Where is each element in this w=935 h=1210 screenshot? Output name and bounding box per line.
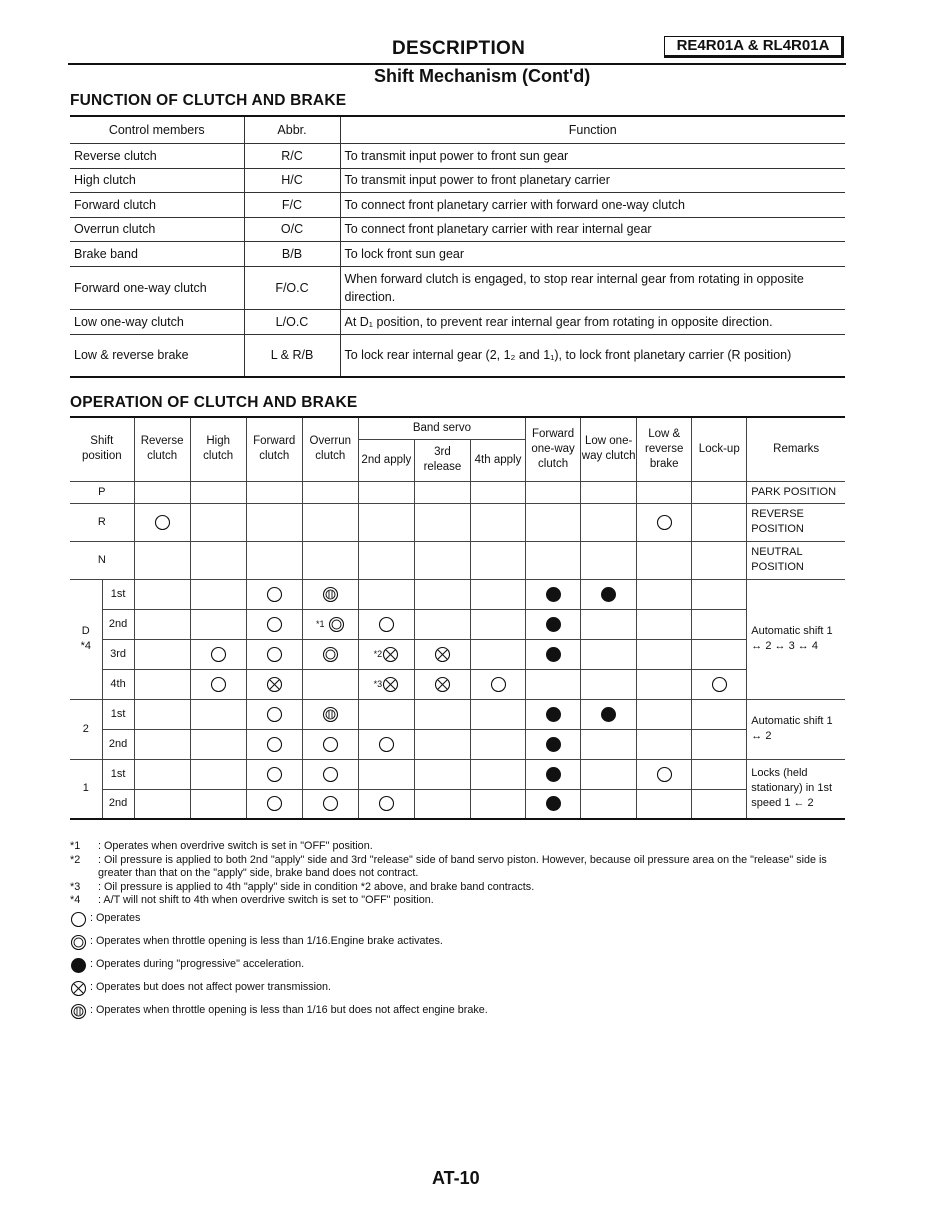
open-circle-icon [656,514,673,531]
remark-d: Automatic shift 1 ↔ 2 ↔ 3 ↔ 4 [747,579,845,699]
header-low-reverse-brake: Low & reverse brake [637,417,692,481]
note-item [70,894,840,908]
member-cell: Forward one-way clutch [70,266,244,309]
gear-label: 2nd [102,729,134,759]
remark-n: NEUTRAL POSITION [747,541,845,579]
table-row [70,481,845,503]
header-remarks: Remarks [747,417,845,481]
open-circle-icon [711,676,728,693]
member-cell: Brake band [70,241,244,266]
crossed-circle-icon [434,676,451,693]
open-circle-icon [266,706,283,723]
header-low-oneway-clutch: Low one-way clutch [581,417,637,481]
gear-label: 4th [102,669,134,699]
crossed-circle-icon [382,646,399,663]
double-circle-icon [322,646,339,663]
open-circle-icon [266,766,283,783]
note-mark-1: *1 [315,618,325,629]
notes [70,840,840,1020]
header-band-2nd-apply: 2nd apply [358,439,414,481]
member-cell: Low & reverse brake [70,334,244,377]
open-circle-icon [656,766,673,783]
crossed-circle-icon [266,676,283,693]
double-circle-icon [70,934,87,951]
member-cell: Reverse clutch [70,143,244,168]
model-box: RE4R01A & RL4R01A [664,36,844,58]
header-band-3rd-release: 3rd release [414,439,470,481]
page-title: DESCRIPTION [392,38,526,59]
note-key: *4 [70,894,81,906]
position-r: R [70,503,134,541]
open-circle-icon [266,646,283,663]
table-row [70,334,845,377]
header-band-servo: Band servo [358,417,525,439]
filled-circle-icon [545,616,562,633]
note-key: *2 [70,853,81,866]
header-forward-oneway-clutch: Forward one-way clutch [526,417,581,481]
table-row [70,541,845,579]
remark-p: PARK POSITION [747,481,845,503]
open-circle-icon [210,646,227,663]
function-cell: When forward clutch is engaged, to stop rear internal gear from rotating in opposite direction. [340,266,845,309]
filled-circle-icon [600,586,617,603]
abbr-cell: L & R/B [244,334,340,377]
legend-item [70,1003,840,1020]
legend-item [70,957,840,974]
gear-label: 1st [102,759,134,789]
open-circle-icon [378,795,395,812]
legend-text: : Operates during "progressive" acceleration. [90,958,305,971]
legend-text: : Operates when throttle opening is less than 1/16.Engine brake activates. [90,935,443,948]
member-cell: Low one-way clutch [70,309,244,334]
filled-circle-icon [545,586,562,603]
page-number: AT-10 [432,1168,480,1188]
note-text: : Operates when overdrive switch is set in "OFF" position. [98,840,373,852]
table-row [70,789,845,819]
open-circle-icon [378,736,395,753]
position-d-note: *4 [80,640,91,652]
crossed-circle-icon [70,980,87,997]
operation-section-title: OPERATION OF CLUTCH AND BRAKE [70,394,358,411]
table-row [70,503,845,541]
abbr-cell: H/C [244,168,340,192]
position-n: N [70,541,134,579]
abbr-cell: O/C [244,217,340,241]
column-header: Abbr. [244,116,340,143]
open-circle-icon [266,736,283,753]
position-d [70,579,102,699]
legend-text: : Operates but does not affect power transmission. [90,981,332,994]
gear-label: 2nd [102,789,134,819]
remark-2: Automatic shift 1 ↔ 2 [747,699,845,759]
filled-circle-icon [545,646,562,663]
note-key: *1 [70,840,81,852]
double-circle-icon [328,616,345,633]
header-band-4th-apply: 4th apply [470,439,525,481]
open-circle-icon [378,616,395,633]
table-row [70,168,845,192]
abbr-cell: B/B [244,241,340,266]
abbr-cell: F/O.C [244,266,340,309]
function-cell: At D₁ position, to prevent rear internal gear from rotating in opposite direction. [340,309,845,334]
filled-circle-icon [545,766,562,783]
function-cell: To connect front planetary carrier with forward one-way clutch [340,192,845,217]
table-row [70,143,845,168]
column-header: Control members [70,116,244,143]
gear-label: 1st [102,699,134,729]
function-cell: To connect front planetary carrier with rear internal gear [340,217,845,241]
header-forward-clutch: Forward clutch [246,417,302,481]
lined-circle-icon [322,586,339,603]
legend-text: : Operates [90,912,141,925]
crossed-circle-icon [434,646,451,663]
gear-label: 1st [102,579,134,609]
table-header-row [70,116,845,143]
open-circle-icon [266,616,283,633]
note-text: : Oil pressure is applied to both 2nd "apply" side and 3rd "release" side of band servo piston. However, because oil pressure area on the "release" side is greater than that on the "apply" side, brake band does not contract. [98,853,827,879]
member-cell: High clutch [70,168,244,192]
header-rule [68,63,846,65]
column-header: Function [340,116,845,143]
function-section-title: FUNCTION OF CLUTCH AND BRAKE [70,92,347,109]
table-row [70,609,845,639]
page-subtitle: Shift Mechanism (Cont'd) [374,66,591,86]
table-row [70,639,845,669]
position-p: P [70,481,134,503]
open-circle-icon [70,911,87,928]
open-circle-icon [322,795,339,812]
note-text: : A/T will not shift to 4th when overdrive switch is set to "OFF" position. [98,894,434,906]
filled-circle-icon [545,795,562,812]
legend-item [70,934,840,951]
table-header-row [70,417,845,439]
header-lockup: Lock-up [692,417,747,481]
gear-label: 2nd [102,609,134,639]
open-circle-icon [490,676,507,693]
note-mark-3: *3 [373,678,383,689]
legend-text: : Operates when throttle opening is less than 1/16 but does not affect engine brake. [90,1004,488,1017]
position-1: 1 [70,759,102,819]
note-text: : Oil pressure is applied to 4th "apply" side in condition *2 above, and brake band contracts. [98,880,535,893]
table-row [70,217,845,241]
abbr-cell: L/O.C [244,309,340,334]
table-row [70,669,845,699]
header-high-clutch: High clutch [190,417,246,481]
note-mark-2: *2 [373,648,383,659]
table-row [70,759,845,789]
filled-circle-icon [545,706,562,723]
table-row [70,241,845,266]
table-row [70,579,845,609]
note-item [70,881,840,895]
table-row [70,266,845,309]
remark-r: REVERSE POSITION [747,503,845,541]
filled-circle-icon [70,957,87,974]
note-key: *3 [70,880,81,893]
filled-circle-icon [600,706,617,723]
open-circle-icon [266,586,283,603]
open-circle-icon [322,736,339,753]
position-2: 2 [70,699,102,759]
operation-table [70,416,845,820]
open-circle-icon [210,676,227,693]
lined-circle-icon [70,1003,87,1020]
header-reverse-clutch: Reverse clutch [134,417,190,481]
table-row [70,309,845,334]
legend-item [70,980,840,997]
open-circle-icon [154,514,171,531]
remark-1: Locks (held stationary) in 1st speed 1 ← 2 [747,759,845,819]
function-table [70,115,845,378]
function-cell: To lock rear internal gear (2, 1₂ and 1₁), to lock front planetary carrier (R position) [340,334,845,377]
table-row [70,699,845,729]
note-item [70,854,840,881]
note-item [70,840,840,854]
lined-circle-icon [322,706,339,723]
filled-circle-icon [545,736,562,753]
abbr-cell: F/C [244,192,340,217]
table-row [70,729,845,759]
function-cell: To transmit input power to front sun gear [340,143,845,168]
crossed-circle-icon [382,676,399,693]
open-circle-icon [322,766,339,783]
legend-item [70,911,840,928]
table-row [70,192,845,217]
member-cell: Forward clutch [70,192,244,217]
header-overrun-clutch: Overrun clutch [302,417,358,481]
header-shift-position: Shift position [70,417,134,481]
gear-label: 3rd [102,639,134,669]
function-cell: To transmit input power to front planetary carrier [340,168,845,192]
abbr-cell: R/C [244,143,340,168]
member-cell: Overrun clutch [70,217,244,241]
open-circle-icon [266,795,283,812]
position-d-label: D [81,625,90,637]
function-cell: To lock front sun gear [340,241,845,266]
